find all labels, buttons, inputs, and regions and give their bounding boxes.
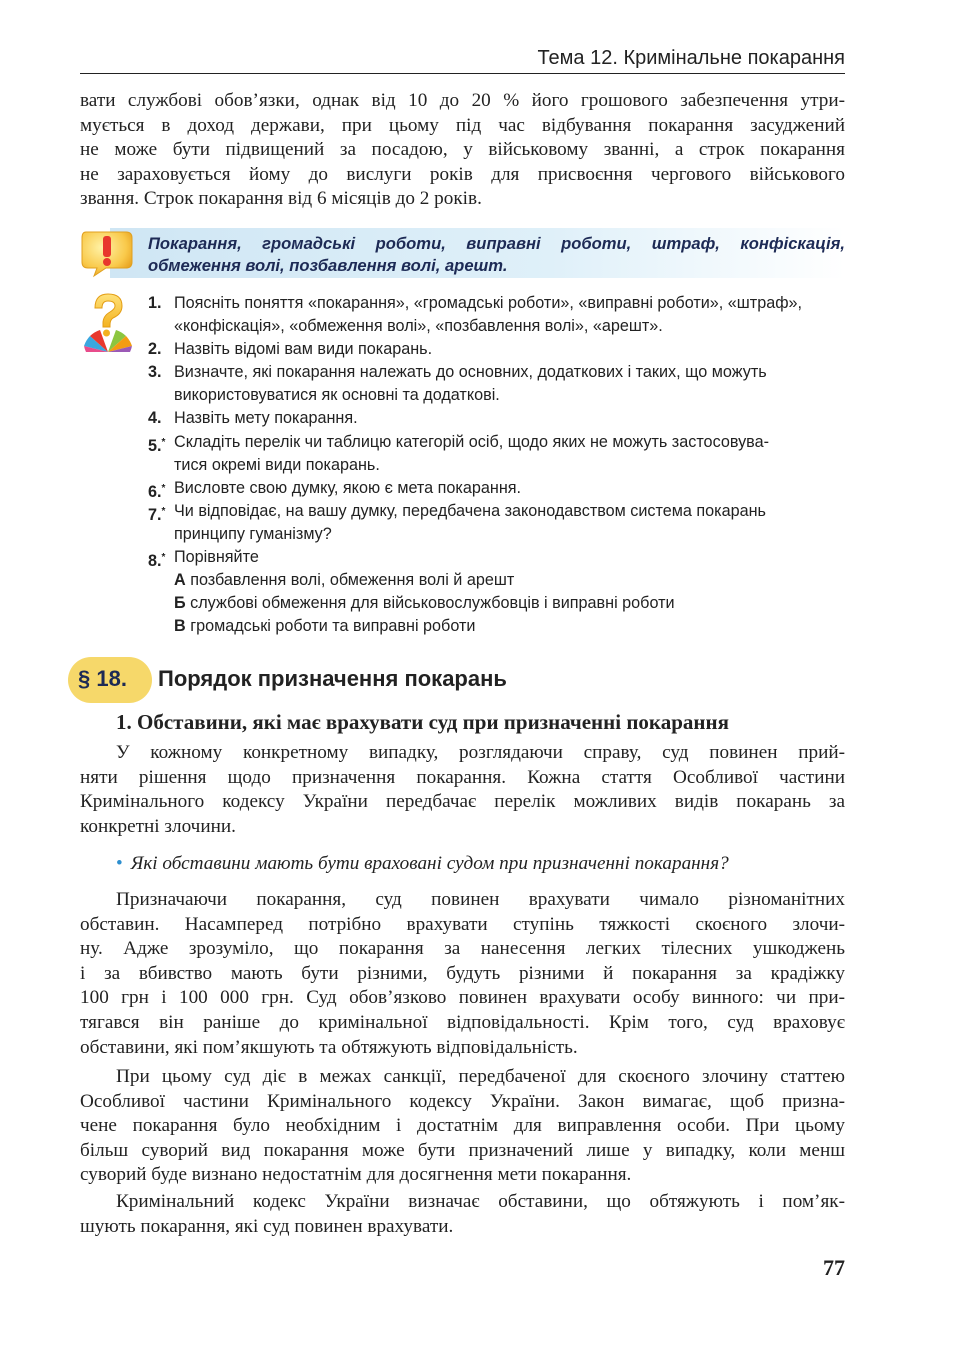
running-header: Тема 12. Кримінальне покарання xyxy=(537,47,845,69)
question-line: Визначте, які покарання належать до основних, додаткових і таких, що можуть xyxy=(174,363,767,382)
intro-paragraph xyxy=(80,89,845,212)
text-line: тягався він раніше до кримінальної відповідальності. Крім того, суд враховує xyxy=(80,1011,845,1033)
text-line: У кожному конкретному випадку, розглядаючи справу, суд повинен прий- xyxy=(116,742,845,763)
advanced-star: * xyxy=(161,552,166,564)
question-number: 8.* xyxy=(148,552,166,571)
question-line: Висловте свою думку, якою є мета покарання. xyxy=(174,478,522,497)
compare-option-c: В громадські роботи та виправні роботи xyxy=(174,617,476,636)
question-line: тися окремі види покарань. xyxy=(174,455,380,474)
exclamation-icon xyxy=(80,228,134,278)
text-line: суворий буде визнано недостатнім для досягнення мети покарання. xyxy=(80,1164,632,1186)
bullet-question xyxy=(116,853,845,875)
text-line: Особливої частини Кримінального кодексу України. Закон вимагає, щоб призна- xyxy=(80,1090,845,1112)
compare-option-a: А позбавлення волі, обмеження волі й арешт xyxy=(174,571,515,590)
question-number: 1. xyxy=(148,294,162,312)
question-item xyxy=(148,292,845,338)
advanced-star: * xyxy=(161,482,166,494)
question-line: використовуватися як основні та додаткові. xyxy=(174,386,500,405)
subsection-heading: 1. Обставини, які має врахувати суд при призначенні покарання xyxy=(116,710,729,734)
paragraph xyxy=(80,1065,845,1188)
key-terms-box xyxy=(80,228,845,278)
text-line: чене покарання було необхідним і достатнім для виправлення особи. При цьому xyxy=(80,1115,845,1137)
paragraph xyxy=(80,1190,845,1239)
question-item xyxy=(148,407,845,430)
questions-list xyxy=(148,292,845,638)
text-line: Кримінальний кодекс України визначає обставини, що обтяжують і пом’як- xyxy=(116,1191,845,1212)
question-mark-icon xyxy=(82,290,134,352)
bullet-question-text: Які обставини мають бути враховані судом при призначенні покарання? xyxy=(130,853,729,874)
text-line: конкретні злочини. xyxy=(80,815,236,837)
question-item xyxy=(148,361,845,407)
question-number: 3. xyxy=(148,363,162,382)
text-line: шують покарання, які суд повинен врахувати. xyxy=(80,1215,454,1237)
key-terms-line: обмеження волі, позбавлення волі, арешт. xyxy=(148,256,508,275)
question-line: Чи відповідає, на вашу думку, передбачена законодавством система покарань xyxy=(174,501,766,520)
bullet-icon: • xyxy=(116,853,123,874)
key-terms-line: Покарання, громадські роботи, виправні роботи, штраф, конфіскація, xyxy=(148,234,845,253)
question-number: 5.* xyxy=(148,436,166,455)
compare-option-b: Б службові обмеження для військовослужбовців і виправні роботи xyxy=(174,594,675,613)
question-number: 7.* xyxy=(148,505,166,524)
text-line: ну. Адже зрозуміло, що покарання за нанесення легких тілесних ушкоджень xyxy=(80,938,845,960)
text-line: не може бути підвищений за посадою, у військовому званні, а строк покарання xyxy=(80,139,845,161)
text-line: і за вбивство мають бути різними, будуть різними й покарання за крадіжку xyxy=(80,962,845,984)
section-title: Порядок призначення покарань xyxy=(158,666,507,691)
question-number: 2. xyxy=(148,340,162,359)
question-line: принципу гуманізму? xyxy=(174,524,332,543)
text-line: няти рішення щодо призначення покарання. Кожна стаття Особливої частини xyxy=(80,766,845,788)
text-line: Призначаючи покарання, суд повинен врахувати чимало різноманітних xyxy=(116,889,845,910)
key-terms-text xyxy=(148,233,845,277)
question-line: «конфіскація», «обмеження волі», «позбавлення волі», «арешт». xyxy=(174,317,663,336)
question-line: Назвіть мету покарання. xyxy=(174,409,358,428)
question-number: 4. xyxy=(148,409,162,428)
text-line: Кримінального кодексу України передбачає перелік можливих видів покарань за xyxy=(80,791,845,813)
text-line: вати службові обов’язки, однак від 10 до 20 % його грошового забезпечення утри- xyxy=(80,90,845,111)
text-line: мується в доход держави, при цьому під час відбування покарання засуджений xyxy=(80,114,845,136)
question-line: Назвіть відомі вам види покарань. xyxy=(174,340,433,359)
text-line: обставини, які пом’якшують та обтяжують відповідальність. xyxy=(80,1036,578,1058)
question-item xyxy=(148,477,845,500)
text-line: більш суворий вид покарання може бути призначений лише у випадку, коли менш xyxy=(80,1139,845,1161)
paragraph xyxy=(80,741,845,839)
header-rule xyxy=(80,73,845,74)
question-item xyxy=(148,546,845,638)
question-line: Складіть перелік чи таблицю категорій осіб, щодо яких не можуть застосовува- xyxy=(174,432,769,451)
question-line: Порівняйте xyxy=(174,548,259,567)
advanced-star: * xyxy=(161,436,166,448)
text-line: При цьому суд діє в межах санкції, передбаченої для скоєного злочину статтею xyxy=(116,1066,845,1087)
text-line: обставин. Насамперед потрібно врахувати ступінь тяжкості скоєного злочи- xyxy=(80,913,845,935)
question-number: 6.* xyxy=(148,482,166,501)
text-line: 100 грн і 100 000 грн. Суд обов’язково повинен врахувати особу винного: чи при- xyxy=(80,987,845,1009)
paragraph xyxy=(80,888,845,1060)
section-number: § 18. xyxy=(78,666,127,691)
question-line: Поясніть поняття «покарання», «громадські роботи», «виправні роботи», «штраф», xyxy=(174,294,803,312)
question-item xyxy=(148,338,845,361)
question-item xyxy=(148,431,845,477)
text-line: звання. Строк покарання від 6 місяців до 2 років. xyxy=(80,188,482,210)
question-item xyxy=(148,500,845,546)
advanced-star: * xyxy=(161,505,166,517)
page-number: 77 xyxy=(823,1255,845,1280)
text-line: не зараховується йому до вислуги років для присвоєння чергового військового xyxy=(80,163,845,185)
